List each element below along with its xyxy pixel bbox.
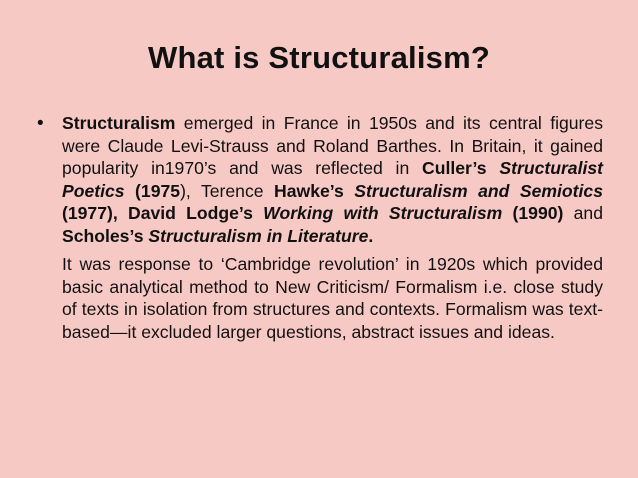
term-structuralism: Structuralism — [62, 113, 176, 133]
text-run: and — [563, 203, 603, 223]
book-title-structuralist-poetics: Structuralist Poetics — [62, 158, 604, 201]
year-1990: (1990) — [502, 203, 564, 223]
book-title-working-with-structuralism: Working with Structuralism — [263, 203, 503, 223]
paragraph-cambridge-revolution: It was response to ‘Cambridge revolution’ in 1920s which provided basic analytical method to New Criticism/ Formalism i.e. close study of texts in isolation from structures and contexts. Formalism was text-based—it excluded larger questions, abstract issues and ideas. — [62, 254, 603, 342]
slide-title: What is Structuralism? — [147, 40, 490, 75]
year-1977-and-author-lodge: (1977), David Lodge’s — [62, 203, 264, 223]
bullet-item — [37, 112, 603, 343]
author-culler: Culler’s — [422, 158, 500, 178]
author-scholes: Scholes’s — [62, 225, 149, 246]
book-title-structuralism-in-literature: Structuralism in Literature — [148, 225, 369, 246]
text-run: ), Terence — [180, 180, 275, 201]
book-title-structuralism-and-semiotics: Structuralism and Semiotics — [354, 180, 603, 201]
author-hawke: Hawke’s — [274, 180, 355, 201]
paragraph-structuralism-origins — [62, 112, 603, 247]
text-run: emerged in France in 1950s and its central figures were Claude Levi-Strauss and Roland Barthes. In Britain, it gained popularity in1970’s and was reflected in — [62, 113, 603, 178]
year-1975: (1975 — [124, 180, 181, 201]
bullet-marker: • — [37, 113, 44, 134]
period: . — [368, 225, 374, 246]
slide-body — [37, 112, 603, 343]
